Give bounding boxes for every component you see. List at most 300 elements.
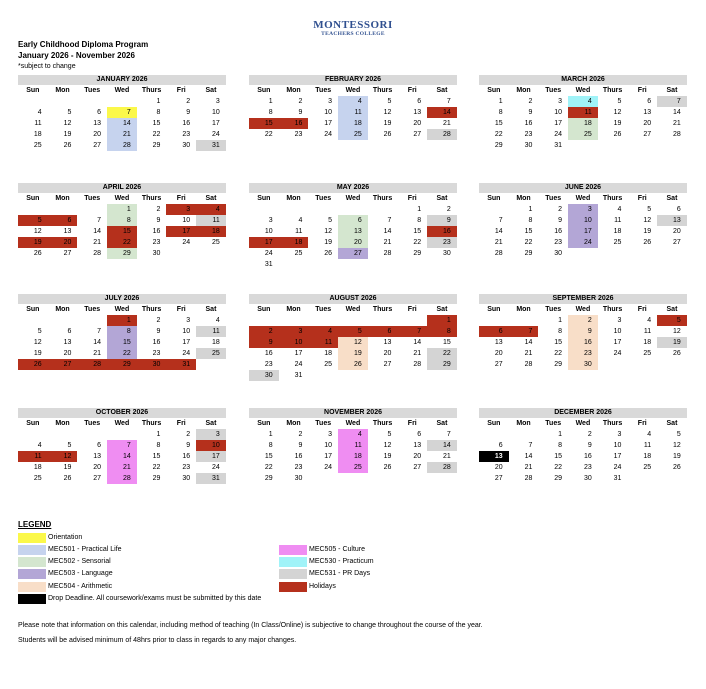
date-cell: 14 bbox=[524, 339, 533, 346]
empty-cell bbox=[368, 259, 398, 270]
date-cell: 6 bbox=[479, 326, 509, 337]
date-cell: 29 bbox=[107, 248, 137, 259]
legend bbox=[18, 520, 51, 531]
date-cell: 21 bbox=[443, 453, 451, 460]
day-header: Sat bbox=[205, 420, 217, 427]
date-cell: 26 bbox=[613, 131, 622, 138]
date-cell: 20 bbox=[338, 237, 368, 248]
day-header: Tues bbox=[315, 306, 332, 313]
day-header: Thurs bbox=[602, 87, 623, 94]
day-header: Mon bbox=[55, 420, 70, 427]
date-cell: 19 bbox=[63, 464, 72, 471]
date-cell: 8 bbox=[558, 328, 563, 335]
date-cell: 25 bbox=[338, 462, 368, 473]
day-header: Fri bbox=[176, 87, 186, 94]
date-cell: 16 bbox=[152, 228, 161, 235]
week-row bbox=[18, 215, 226, 226]
date-cell: 23 bbox=[583, 464, 592, 471]
date-cell: 24 bbox=[554, 131, 563, 138]
date-cell: 29 bbox=[427, 359, 457, 370]
day-header: Mon bbox=[55, 306, 70, 313]
date-cell: 12 bbox=[673, 442, 681, 449]
date-cell: 30 bbox=[443, 250, 451, 257]
week-row bbox=[249, 237, 457, 248]
day-header: Sat bbox=[436, 195, 448, 202]
week-row bbox=[18, 326, 226, 337]
date-cell: 1 bbox=[156, 431, 161, 438]
date-cell: 30 bbox=[583, 475, 592, 482]
week-row bbox=[18, 226, 226, 237]
day-header: Wed bbox=[345, 87, 361, 94]
week-row bbox=[249, 473, 457, 484]
date-cell: 8 bbox=[427, 326, 457, 337]
date-cell: 27 bbox=[494, 475, 503, 482]
legend-label: MEC505 - Culture bbox=[309, 546, 366, 553]
date-cell: 10 bbox=[279, 337, 309, 348]
date-cell: 23 bbox=[427, 237, 457, 248]
date-cell: 21 bbox=[524, 350, 533, 357]
week-row bbox=[249, 326, 457, 337]
date-cell: 31 bbox=[196, 140, 226, 151]
date-cell: 9 bbox=[298, 109, 303, 116]
week-row bbox=[249, 359, 457, 370]
date-cell: 2 bbox=[587, 431, 592, 438]
date-cell: 21 bbox=[443, 120, 451, 127]
legend-item bbox=[18, 594, 261, 604]
day-header: Thurs bbox=[372, 306, 393, 313]
date-cell: 17 bbox=[554, 120, 563, 127]
week-row bbox=[249, 129, 457, 140]
date-cell: 19 bbox=[18, 237, 48, 248]
date-cell: 5 bbox=[67, 442, 72, 449]
date-cell: 30 bbox=[524, 142, 533, 149]
document-header bbox=[18, 39, 148, 72]
date-cell: 25 bbox=[338, 129, 368, 140]
month-calendar bbox=[479, 294, 687, 370]
date-cell: 4 bbox=[196, 204, 226, 215]
week-row bbox=[249, 348, 457, 359]
date-cell: 21 bbox=[107, 129, 137, 140]
date-cell: 4 bbox=[338, 96, 368, 107]
date-cell: 28 bbox=[427, 462, 457, 473]
date-cell: 15 bbox=[264, 453, 273, 460]
date-cell: 15 bbox=[249, 118, 279, 129]
date-cell: 7 bbox=[528, 442, 533, 449]
empty-cell bbox=[657, 248, 687, 259]
date-cell: 2 bbox=[156, 317, 161, 324]
week-row bbox=[18, 129, 226, 140]
day-header: Wed bbox=[345, 306, 361, 313]
day-header-row bbox=[479, 193, 687, 204]
date-cell: 1 bbox=[427, 315, 457, 326]
day-header: Tues bbox=[545, 306, 562, 313]
month-calendar bbox=[18, 183, 226, 259]
date-cell: 16 bbox=[554, 228, 563, 235]
date-cell: 22 bbox=[264, 131, 273, 138]
date-cell: 30 bbox=[249, 370, 279, 381]
empty-cell bbox=[427, 473, 457, 484]
day-header: Sat bbox=[666, 420, 678, 427]
day-header: Tues bbox=[84, 87, 101, 94]
date-cell: 13 bbox=[338, 226, 368, 237]
day-header: Sat bbox=[205, 195, 217, 202]
date-cell: 24 bbox=[568, 237, 598, 248]
date-cell: 21 bbox=[383, 239, 392, 246]
date-cell: 7 bbox=[107, 107, 137, 118]
empty-cell bbox=[479, 429, 509, 440]
legend-item bbox=[279, 557, 374, 567]
date-cell: 13 bbox=[383, 339, 392, 346]
date-cell: 22 bbox=[152, 464, 161, 471]
legend-swatch bbox=[18, 557, 46, 567]
day-header: Tues bbox=[315, 87, 332, 94]
date-cell: 11 bbox=[568, 107, 598, 118]
date-cell: 13 bbox=[413, 109, 422, 116]
empty-cell bbox=[107, 96, 137, 107]
week-row bbox=[479, 237, 687, 248]
date-cell: 7 bbox=[97, 328, 102, 335]
date-cell: 23 bbox=[568, 348, 598, 359]
date-cell: 20 bbox=[63, 350, 72, 357]
day-header: Fri bbox=[176, 306, 186, 313]
empty-cell bbox=[598, 359, 628, 370]
date-cell: 17 bbox=[324, 453, 333, 460]
date-cell: 18 bbox=[212, 339, 220, 346]
legend-label: MEC531 - PR Days bbox=[309, 570, 371, 577]
week-row bbox=[249, 462, 457, 473]
legend-item bbox=[18, 557, 111, 567]
day-header: Fri bbox=[637, 306, 647, 313]
date-cell: 7 bbox=[97, 217, 102, 224]
date-cell: 6 bbox=[338, 215, 368, 226]
week-row bbox=[18, 359, 226, 370]
date-cell: 12 bbox=[338, 337, 368, 348]
empty-cell bbox=[279, 315, 309, 326]
week-row bbox=[479, 326, 687, 337]
day-header: Mon bbox=[55, 87, 70, 94]
date-cell: 17 bbox=[324, 120, 333, 127]
month-title: AUGUST 2026 bbox=[249, 294, 457, 304]
day-header-row bbox=[18, 304, 226, 315]
date-cell: 25 bbox=[568, 129, 598, 140]
day-header-row bbox=[18, 85, 226, 96]
date-cell: 11 bbox=[295, 228, 303, 235]
date-cell: 13 bbox=[657, 215, 687, 226]
date-cell: 18 bbox=[33, 464, 42, 471]
legend-swatch bbox=[18, 569, 46, 579]
date-cell: 17 bbox=[613, 339, 622, 346]
date-cell: 7 bbox=[498, 217, 503, 224]
date-cell: 28 bbox=[427, 129, 457, 140]
month-calendar bbox=[479, 183, 687, 259]
empty-cell bbox=[627, 248, 657, 259]
month-calendar bbox=[18, 75, 226, 151]
date-cell: 10 bbox=[324, 109, 333, 116]
date-cell: 11 bbox=[308, 337, 338, 348]
day-header: Mon bbox=[516, 306, 531, 313]
date-cell: 16 bbox=[152, 339, 161, 346]
week-row bbox=[18, 96, 226, 107]
day-header: Tues bbox=[545, 195, 562, 202]
day-header: Tues bbox=[84, 420, 101, 427]
empty-cell bbox=[18, 96, 48, 107]
date-cell: 1 bbox=[107, 315, 137, 326]
date-cell: 29 bbox=[524, 250, 533, 257]
legend-item bbox=[279, 582, 336, 592]
date-cell: 19 bbox=[33, 350, 42, 357]
date-cell: 29 bbox=[152, 142, 161, 149]
date-cell: 12 bbox=[63, 120, 72, 127]
date-cell: 3 bbox=[558, 98, 563, 105]
date-cell: 15 bbox=[494, 120, 503, 127]
date-cell: 9 bbox=[186, 442, 191, 449]
date-cell: 11 bbox=[338, 107, 368, 118]
day-header: Wed bbox=[114, 87, 130, 94]
week-row bbox=[479, 248, 687, 259]
date-cell: 25 bbox=[324, 361, 333, 368]
day-header-row bbox=[479, 304, 687, 315]
legend-label: MEC502 - Sensorial bbox=[48, 558, 111, 565]
date-cell: 7 bbox=[446, 98, 451, 105]
day-header: Tues bbox=[84, 306, 101, 313]
date-cell: 19 bbox=[338, 348, 368, 359]
empty-cell bbox=[568, 140, 598, 151]
week-row bbox=[249, 337, 457, 348]
empty-cell bbox=[657, 140, 687, 151]
day-header: Tues bbox=[315, 195, 332, 202]
empty-cell bbox=[77, 204, 107, 215]
date-cell: 9 bbox=[186, 109, 191, 116]
date-cell: 21 bbox=[93, 239, 102, 246]
day-header: Fri bbox=[637, 420, 647, 427]
week-row bbox=[18, 315, 226, 326]
date-cell: 18 bbox=[613, 228, 622, 235]
empty-cell bbox=[509, 315, 539, 326]
day-header: Sun bbox=[26, 306, 40, 313]
date-cell: 5 bbox=[328, 217, 333, 224]
date-cell: 22 bbox=[107, 348, 137, 359]
legend-label: MEC501 - Practical Life bbox=[48, 546, 122, 553]
day-header: Mon bbox=[55, 195, 70, 202]
week-row bbox=[18, 337, 226, 348]
day-header: Thurs bbox=[141, 306, 162, 313]
date-cell: 27 bbox=[673, 239, 681, 246]
week-row bbox=[479, 129, 687, 140]
date-cell: 18 bbox=[568, 118, 598, 129]
date-cell: 14 bbox=[107, 118, 137, 129]
day-header-row bbox=[18, 418, 226, 429]
date-cell: 3 bbox=[328, 98, 333, 105]
legend-item bbox=[18, 582, 112, 592]
date-cell: 10 bbox=[264, 228, 273, 235]
date-cell: 1 bbox=[268, 98, 273, 105]
date-cell: 22 bbox=[524, 239, 533, 246]
date-cell: 6 bbox=[67, 328, 72, 335]
date-cell: 25 bbox=[212, 239, 220, 246]
empty-cell bbox=[627, 140, 657, 151]
date-cell: 2 bbox=[568, 315, 598, 326]
date-cell: 9 bbox=[528, 109, 533, 116]
date-cell: 23 bbox=[152, 239, 161, 246]
week-row bbox=[479, 315, 687, 326]
empty-cell bbox=[598, 140, 628, 151]
empty-cell bbox=[509, 429, 539, 440]
legend-swatch bbox=[18, 582, 46, 592]
empty-cell bbox=[397, 370, 427, 381]
week-row bbox=[249, 248, 457, 259]
date-cell: 14 bbox=[93, 228, 102, 235]
date-cell: 16 bbox=[427, 226, 457, 237]
date-cell: 27 bbox=[63, 250, 72, 257]
empty-cell bbox=[48, 204, 78, 215]
day-header: Thurs bbox=[372, 195, 393, 202]
empty-cell bbox=[18, 429, 48, 440]
date-cell: 6 bbox=[368, 326, 398, 337]
empty-cell bbox=[48, 315, 78, 326]
week-row bbox=[479, 226, 687, 237]
date-cell: 19 bbox=[643, 228, 652, 235]
date-cell: 13 bbox=[93, 120, 102, 127]
week-row bbox=[479, 96, 687, 107]
date-cell: 13 bbox=[63, 228, 72, 235]
day-header: Fri bbox=[407, 420, 417, 427]
date-cell: 25 bbox=[643, 464, 652, 471]
date-cell: 7 bbox=[509, 326, 539, 337]
day-header: Fri bbox=[176, 195, 186, 202]
day-header: Thurs bbox=[372, 420, 393, 427]
date-cell: 8 bbox=[558, 442, 563, 449]
date-cell: 12 bbox=[613, 109, 622, 116]
date-cell: 19 bbox=[613, 120, 622, 127]
date-cell: 25 bbox=[613, 239, 622, 246]
date-cell: 20 bbox=[413, 453, 422, 460]
date-cell: 17 bbox=[212, 120, 220, 127]
date-cell: 27 bbox=[643, 131, 652, 138]
legend-label: Orientation bbox=[48, 534, 83, 541]
date-cell: 31 bbox=[264, 261, 273, 268]
date-cell: 9 bbox=[249, 337, 279, 348]
date-cell: 3 bbox=[617, 317, 622, 324]
date-cell: 12 bbox=[673, 328, 681, 335]
legend-title: LEGEND bbox=[18, 520, 52, 529]
note-advised: Students will be advised minimum of 48hrs prior to class in regards to any major changes. bbox=[18, 637, 297, 644]
date-cell: 20 bbox=[93, 464, 102, 471]
date-cell: 22 bbox=[152, 131, 161, 138]
date-cell: 31 bbox=[613, 475, 622, 482]
date-cell: 10 bbox=[613, 328, 622, 335]
date-cell: 22 bbox=[107, 237, 137, 248]
empty-cell bbox=[48, 96, 78, 107]
date-cell: 5 bbox=[18, 215, 48, 226]
legend-swatch bbox=[279, 569, 307, 579]
date-cell: 13 bbox=[93, 453, 102, 460]
date-cell: 14 bbox=[524, 453, 533, 460]
date-cell: 22 bbox=[427, 348, 457, 359]
date-cell: 28 bbox=[524, 361, 533, 368]
date-cell: 23 bbox=[294, 464, 303, 471]
empty-cell bbox=[48, 429, 78, 440]
week-row bbox=[249, 259, 457, 270]
empty-cell bbox=[279, 204, 309, 215]
date-cell: 23 bbox=[294, 131, 303, 138]
date-cell: 26 bbox=[383, 131, 392, 138]
week-row bbox=[479, 107, 687, 118]
logo-line2: TEACHERS COLLEGE bbox=[321, 31, 385, 37]
date-cell: 28 bbox=[107, 140, 137, 151]
date-cell: 15 bbox=[152, 453, 161, 460]
date-cell: 23 bbox=[182, 464, 191, 471]
month-calendar bbox=[18, 408, 226, 484]
empty-cell bbox=[279, 259, 309, 270]
date-cell: 27 bbox=[413, 131, 422, 138]
day-header: Sat bbox=[666, 306, 678, 313]
empty-cell bbox=[368, 315, 398, 326]
date-cell: 9 bbox=[156, 328, 161, 335]
day-header: Tues bbox=[84, 195, 101, 202]
date-cell: 17 bbox=[249, 237, 279, 248]
week-row bbox=[479, 204, 687, 215]
date-cell: 7 bbox=[107, 440, 137, 451]
date-cell: 21 bbox=[93, 350, 102, 357]
date-cell: 12 bbox=[383, 109, 392, 116]
date-cell: 2 bbox=[186, 431, 191, 438]
date-cell: 21 bbox=[107, 462, 137, 473]
date-range: January 2026 - November 2026 bbox=[18, 51, 135, 60]
week-row bbox=[249, 370, 457, 381]
date-cell: 8 bbox=[498, 109, 503, 116]
date-cell: 7 bbox=[397, 326, 427, 337]
month-calendar bbox=[18, 294, 226, 370]
date-cell: 30 bbox=[554, 250, 563, 257]
week-row bbox=[249, 107, 457, 118]
day-header: Sun bbox=[26, 420, 40, 427]
date-cell: 20 bbox=[383, 350, 392, 357]
empty-cell bbox=[308, 204, 338, 215]
month-title: NOVEMBER 2026 bbox=[249, 408, 457, 418]
empty-cell bbox=[338, 204, 368, 215]
date-cell: 24 bbox=[324, 131, 333, 138]
date-cell: 26 bbox=[643, 239, 652, 246]
day-header: Thurs bbox=[602, 420, 623, 427]
empty-cell bbox=[166, 248, 196, 259]
date-cell: 9 bbox=[568, 326, 598, 337]
date-cell: 15 bbox=[107, 337, 137, 348]
date-cell: 8 bbox=[107, 326, 137, 337]
date-cell: 5 bbox=[338, 326, 368, 337]
empty-cell bbox=[196, 248, 226, 259]
day-header: Wed bbox=[114, 195, 130, 202]
date-cell: 1 bbox=[417, 206, 422, 213]
date-cell: 19 bbox=[657, 337, 687, 348]
date-cell: 7 bbox=[446, 431, 451, 438]
legend-label: MEC530 - Practicum bbox=[309, 558, 374, 565]
empty-cell bbox=[18, 204, 48, 215]
day-header: Sat bbox=[436, 87, 448, 94]
date-cell: 16 bbox=[524, 120, 533, 127]
date-cell: 12 bbox=[643, 217, 652, 224]
date-cell: 28 bbox=[383, 250, 392, 257]
date-cell: 9 bbox=[587, 442, 592, 449]
day-header: Wed bbox=[575, 195, 591, 202]
legend-item bbox=[18, 533, 82, 543]
date-cell: 11 bbox=[196, 215, 226, 226]
date-cell: 3 bbox=[617, 431, 622, 438]
day-header: Wed bbox=[575, 420, 591, 427]
date-cell: 5 bbox=[67, 109, 72, 116]
empty-cell bbox=[107, 429, 137, 440]
date-cell: 2 bbox=[298, 431, 303, 438]
date-cell: 1 bbox=[558, 317, 563, 324]
